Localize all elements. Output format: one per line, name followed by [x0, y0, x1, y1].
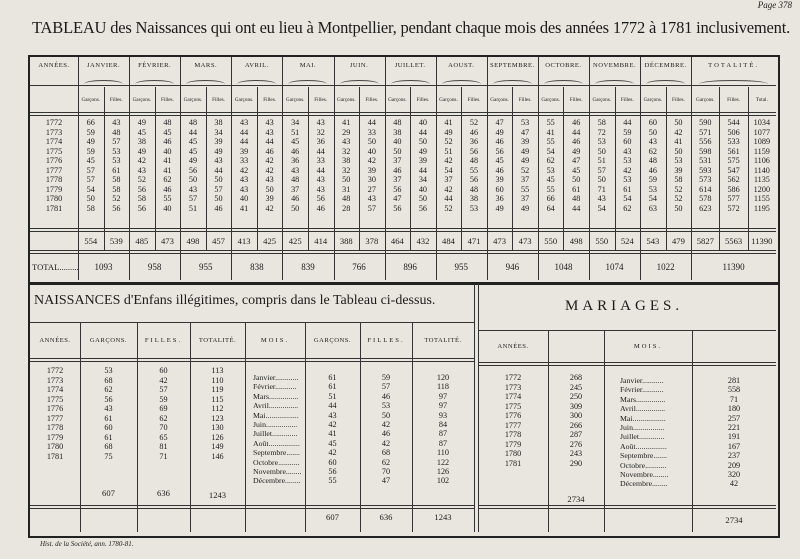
mar-years-column: 1772 1773 1774 1775 1776 1777 1778 1779 1780 1781: [504, 373, 522, 468]
header-brace: [135, 80, 174, 88]
month-total: 1074: [605, 262, 624, 272]
ill-mtotal-sum: 1243: [434, 512, 452, 522]
sub-garcons: Garçons.: [643, 97, 663, 103]
sub-garcons: Garçons.: [541, 97, 560, 103]
month-header: AVRIL.: [244, 62, 269, 69]
sub-filles: Filles.: [161, 97, 174, 103]
boys-column: 41 49 52 51 42 54 37 42 44 52: [444, 118, 453, 213]
month-header: AOUST.: [448, 62, 475, 69]
total-girls-column: 544 506 533 561 575 547 562 586 577 572: [727, 118, 740, 213]
girls-sum: 539: [109, 236, 123, 246]
sub-garcons: Garçons.: [81, 97, 101, 103]
sub-filles: Filles.: [212, 97, 225, 103]
boys-column: 48 38 40 50 37 46 37 56 47 56: [393, 118, 402, 213]
mar-month-header: MOIS.: [633, 343, 663, 350]
month-total: 1022: [656, 262, 675, 272]
month-header: MARS.: [194, 62, 218, 69]
month-total: 1048: [554, 262, 573, 272]
boys-column: 60 50 43 62 48 46 59 53 54 63: [648, 118, 657, 213]
boys-sum: 485: [135, 236, 149, 246]
ill-total-header: TOTALITÉ.: [198, 337, 237, 344]
month-header: JUILLET.: [394, 62, 426, 69]
month-total: 838: [250, 262, 264, 272]
header-brace: [544, 80, 583, 88]
header-brace: [442, 80, 481, 88]
boys-sum: 498: [186, 236, 200, 246]
ill-years-header: ANNÉES.: [39, 337, 71, 344]
mar-months-column: Janvier........... Février........... Mars............... Avril............... Mai................. Juin................ Juillet............. Août................ Septembre....... Octobre........... Novembre........ Décembre........: [620, 376, 669, 489]
sub-filles: Filles.: [727, 97, 740, 103]
mar-year-total: 2734: [567, 494, 585, 504]
month-total: 946: [505, 262, 520, 272]
years-header: ANNÉES.: [38, 62, 70, 69]
sub-filles: Filles.: [569, 97, 583, 103]
sub-filles: Filles.: [620, 97, 634, 103]
girls-sum: 479: [671, 236, 685, 246]
mar-month-total: 2734: [725, 515, 743, 525]
ill-total-column: 113 110 119 115 112 123 130 126 149 146: [211, 366, 224, 461]
girls-sum: 457: [212, 236, 225, 246]
month-header: DÉCEMBRE.: [644, 62, 687, 69]
month-total: 955: [198, 262, 213, 272]
girls-sum: 425: [263, 236, 277, 246]
ill-boys-sum: 607: [102, 488, 115, 498]
sub-filles: Filles.: [314, 97, 328, 103]
girls-sum: 414: [314, 236, 328, 246]
girls-sum: 378: [365, 236, 379, 246]
ill-month-header: MOIS.: [260, 337, 290, 344]
month-header: NOVEMBRE.: [592, 62, 637, 69]
sub-garcons: Garçons.: [234, 97, 254, 103]
sub-garcons: Garçons.: [696, 97, 715, 103]
month-total: 839: [301, 262, 315, 272]
sub-filles: Filles.: [518, 97, 532, 103]
girls-column: 44 59 60 43 53 42 53 61 54 62: [623, 118, 632, 213]
girls-column: 40 44 50 49 39 44 34 40 50 56: [418, 118, 427, 213]
boys-sum: 473: [493, 236, 507, 246]
sub-filles: Filles.: [467, 97, 481, 103]
girls-sum: 473: [160, 236, 174, 246]
boys-column: 41 29 43 32 38 32 50 31 48 28: [342, 118, 351, 213]
sub-filles: Filles.: [416, 97, 430, 103]
grand-total: 11390: [722, 262, 745, 272]
sub-garcons: Garçons.: [592, 97, 612, 103]
row-rule: [478, 362, 776, 366]
row-rule: [478, 505, 776, 509]
boys-column: 55 41 55 54 62 53 45 55 66 64: [546, 118, 555, 213]
sub-filles: Filles.: [672, 97, 685, 103]
month-total: 958: [147, 262, 162, 272]
girls-sum: 473: [518, 236, 532, 246]
ill-girls-header: FILLES.: [144, 337, 183, 344]
ill-mgirls-column: 59 57 46 53 50 42 46 42 68 62 70 47: [381, 373, 391, 486]
girls-sum: 524: [620, 236, 634, 246]
girls-column: 46 44 46 49 47 45 50 61 48 44: [572, 118, 581, 213]
girls-sum: 498: [569, 236, 583, 246]
row-rule: [30, 228, 776, 232]
ill-mgirls-sum: 636: [379, 512, 393, 522]
ill-mgirls-header: FILLES.: [367, 337, 405, 344]
sub-garcons: Garçons.: [336, 97, 356, 103]
boys-column: 43 44 44 39 33 42 43 43 40 41: [239, 118, 249, 213]
mar-years-header: ANNÉES.: [497, 343, 529, 350]
sub-garcons: Garçons.: [183, 97, 203, 103]
grand-all: 11390: [751, 236, 773, 246]
boys-column: 58 72 53 50 51 57 50 71 43 54: [597, 118, 606, 213]
sub-garcons: Garçons.: [490, 97, 509, 103]
ill-mboys-column: 61 61 51 44 43 42 41 45 42 60 56 55: [328, 373, 337, 486]
girls-column: 52 46 36 56 48 55 56 48 38 53: [469, 118, 479, 213]
ill-total-sum: 1243: [208, 490, 227, 500]
ill-girls-sum: 636: [157, 488, 170, 498]
ill-mboys-header: GARÇONS.: [313, 337, 352, 344]
month-header: OCTOBRE.: [545, 62, 582, 69]
row-rule: [30, 505, 474, 509]
girls-column: 38 34 39 49 43 44 50 57 50 46: [214, 118, 223, 213]
ill-boys-column: 53 68 62 56 43 61 60 61 68 75: [104, 366, 113, 461]
illegitimate-title: NAISSANCES d'Enfans illégitimes, compris dans le Tableau ci-dessus.: [34, 293, 436, 308]
sub-filles: Filles.: [365, 97, 379, 103]
boys-sum: 554: [84, 236, 98, 246]
girls-column: 43 48 57 53 53 61 58 58 52 56: [112, 118, 121, 213]
sub-garcons: Garçons.: [439, 97, 458, 103]
boys-sum: 413: [237, 236, 251, 246]
boys-column: 34 51 45 46 36 43 48 37 46 50: [291, 118, 300, 213]
years-column: 1772 1773 1774 1775 1776 1777 1778 1779 1780 1781: [45, 118, 63, 213]
girls-column: 53 47 39 49 49 52 37 55 37 49: [521, 118, 530, 213]
marriages-title: MARIAGES.: [565, 298, 684, 314]
girls-column: 43 32 36 44 33 44 43 43 56 46: [316, 118, 325, 213]
boys-sum: 464: [390, 236, 404, 246]
month-header: SEPTEMBRE.: [489, 62, 535, 69]
ill-years-column: 1772 1773 1774 1775 1776 1777 1778 1779 1780 1781: [46, 366, 64, 461]
sub-garcons: Garçons.: [388, 97, 407, 103]
month-total: 766: [352, 262, 366, 272]
column-rule: [474, 284, 475, 532]
header-brace: [237, 80, 276, 88]
row-rule: [478, 330, 776, 331]
girls-column: 43 43 44 46 42 42 43 50 39 42: [265, 118, 274, 213]
header-brace: [84, 80, 123, 88]
boys-column: 66 59 49 59 45 57 57 54 50 58: [86, 118, 95, 213]
girls-column: 44 33 50 40 42 39 30 27 43 57: [367, 118, 376, 213]
sub-filles: Filles.: [263, 97, 277, 103]
boys-sum: 484: [442, 236, 455, 246]
boys-column: 48 44 45 45 49 56 50 43 57 51: [188, 118, 198, 213]
ill-months-column: Janvier............ Février........... Mars............... Avril............... Mai................. Juin................ Juillet............. Août................ Septembre....... Octobre........... Novembre........ Décembre........: [253, 373, 302, 486]
ill-mtotal-column: 120 118 97 97 93 84 87 87 110 122 126 102: [436, 373, 450, 486]
header-brace: [340, 80, 379, 88]
boys-sum: 550: [595, 236, 609, 246]
month-header: JUIN.: [349, 62, 369, 69]
month-header: JANVIER.: [86, 62, 121, 69]
girls-column: 50 42 41 50 53 39 58 52 52 50: [674, 118, 683, 213]
header-brace: [595, 80, 634, 88]
header-brace: [493, 80, 532, 88]
month-header: FÉVRIER.: [138, 62, 172, 69]
boys-sum: 425: [288, 236, 302, 246]
boys-column: 49 45 38 49 42 43 52 56 58 56: [137, 118, 146, 213]
girls-sum: 432: [416, 236, 430, 246]
column-rule: [245, 322, 246, 532]
boys-sum: 543: [646, 236, 660, 246]
month-total: 896: [403, 262, 417, 272]
boys-sum: 550: [544, 236, 558, 246]
ill-girls-column: 60 42 57 59 69 62 70 65 81 71: [159, 366, 168, 461]
grand-girls: 5563: [724, 236, 743, 246]
boys-sum: 388: [339, 236, 353, 246]
ill-mboys-sum: 607: [326, 512, 339, 522]
footer-note: Hist. de la Société, ann. 1780-81.: [40, 540, 134, 548]
month-total: 1093: [94, 262, 113, 272]
header-brace: [186, 80, 225, 88]
grand-boys: 5827: [696, 236, 714, 246]
girls-sum: 471: [467, 236, 481, 246]
sub-garcons: Garçons.: [285, 97, 305, 103]
month-total: 955: [454, 262, 468, 272]
page-title: TABLEAU des Naissances qui ont eu lieu à Montpellier, pendant chaque mois des années 1772 à 1781 inclusivement.: [32, 18, 791, 37]
total-label: TOTAL.........: [32, 262, 79, 272]
month-header: MAI.: [299, 62, 317, 69]
total-all-column: 1034 1077 1089 1159 1106 1140 1135 1200 1155 1195: [753, 118, 771, 213]
page-number: Page 378: [757, 0, 792, 10]
sub-garcons: Garçons.: [132, 97, 152, 103]
header-brace: [646, 80, 685, 88]
totalite-header: TOTALITÉ.: [708, 62, 760, 69]
boys-column: 47 49 46 56 45 46 39 60 36 49: [495, 118, 504, 213]
header-brace: [391, 80, 430, 88]
mar-year-values: 268 245 250 309 300 266 287 276 243 290: [569, 373, 583, 468]
ill-boys-header: GARÇONS.: [89, 337, 128, 344]
girls-column: 48 45 46 40 41 41 62 46 55 40: [163, 118, 172, 213]
mar-month-values: 281 558 71 180 257 221 191 167 237 209 320 42: [727, 376, 741, 489]
sub-total: Total.: [755, 97, 768, 103]
header-brace: [699, 80, 768, 88]
row-rule: [30, 250, 776, 254]
row-rule: [30, 322, 474, 323]
ill-mtotal-header: TOTALITÉ.: [424, 337, 462, 344]
row-rule: [30, 358, 474, 362]
column-rule: [604, 330, 605, 532]
row-rule: [30, 112, 776, 116]
total-boys-column: 590 571 556 598 531 593 573 614 578 623: [699, 118, 712, 213]
header-brace: [288, 80, 327, 88]
sub-filles: Filles.: [109, 97, 123, 103]
